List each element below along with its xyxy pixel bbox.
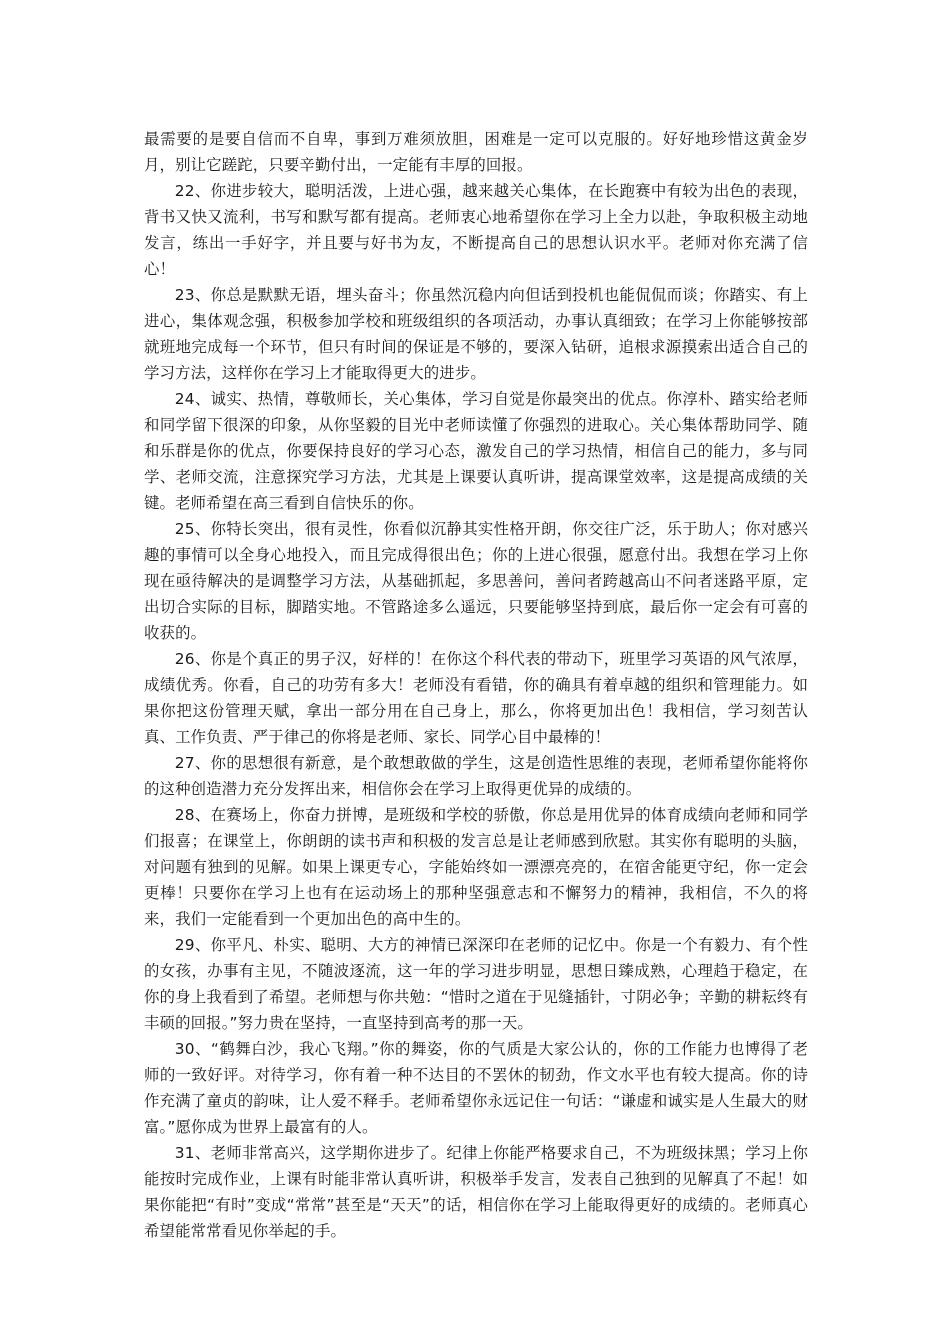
paragraph-28: 28、在赛场上，你奋力拼博，是班级和学校的骄傲，你总是用优异的体育成绩向老师和同学们报喜；在课堂上，你朗朗的读书声和积极的发言总是让老师感到欣慰。其实你有聪明的头脑，对问题有独到的见解。如果上课更专心，字能始终如一漂漂亮亮的，在宿舍能更守纪，你一定会更棒！只要你在学习上也有在运动场上的那种坚强意志和不懈努力的精神，我相信，不久的将来，我们一定能看到一个更加出色的高中生的。 [144, 806, 808, 928]
paragraph-30: 30、“鹤舞白沙，我心飞翔。”你的舞姿，你的气质是大家公认的，你的工作能力也博得了老师的一致好评。对待学习，你有着一种不达目的不罢休的韧劲，作文水平也有较大提高。你的诗作充满了童贞的韵味，让人爱不释手。老师希望你永远记住一句话：“谦虚和诚实是人生最大的财富。”愿你成为世界上最富有的人。 [144, 1040, 808, 1136]
paragraph-22: 22、你进步较大，聪明活泼，上进心强，越来越关心集体，在长跑赛中有较为出色的表现，背书又快又流利，书写和默写都有提高。老师衷心地希望你在学习上全力以赴，争取积极主动地发言，练出一手好字，并且要与好书为友，不断提高自己的思想认识水平。老师对你充满了信心！ [144, 182, 808, 278]
document-body [144, 126, 808, 1244]
paragraph-26: 26、你是个真正的男子汉，好样的！在你这个科代表的带动下，班里学习英语的风气浓厚，成绩优秀。你看，自己的功劳有多大！老师没有看错，你的确具有着卓越的组织和管理能力。如果你把这份管理天赋，拿出一部分用在自己身上，那么，你将更加出色！我相信，学习刻苦认真、工作负责、严于律己的你将是老师、家长、同学心目中最棒的！ [144, 650, 808, 746]
paragraph-continued: 最需要的是要自信而不自卑，事到万难须放胆，困难是一定可以克服的。好好地珍惜这黄金岁月，别让它蹉跎，只要辛勤付出，一定能有丰厚的回报。 [144, 130, 808, 174]
paragraph-27: 27、你的思想很有新意，是个敢想敢做的学生，这是创造性思维的表现，老师希望你能将你的这种创造潜力充分发挥出来，相信你会在学习上取得更优异的成绩的。 [144, 754, 808, 798]
paragraph-24: 24、诚实、热情，尊敬师长，关心集体，学习自觉是你最突出的优点。你淳朴、踏实给老师和同学留下很深的印象，从你坚毅的目光中老师读懂了你强烈的进取心。关心集体帮助同学、随和乐群是你的优点，你要保持良好的学习心态，激发自己的学习热情，相信自己的能力，多与同学、老师交流，注意探究学习方法，尤其是上课要认真听讲，提高课堂效率，这是提高成绩的关键。老师希望在高三看到自信快乐的你。 [144, 390, 808, 512]
paragraph-31: 31、老师非常高兴，这学期你进步了。纪律上你能严格要求自己，不为班级抹黑；学习上你能按时完成作业，上课有时能非常认真听讲，积极举手发言，发表自己独到的见解真了不起！如果你能把“有时”变成“常常”甚至是“天天”的话，相信你在学习上能取得更好的成绩的。老师真心希望能常常看见你举起的手。 [144, 1144, 808, 1240]
paragraph-23: 23、你总是默默无语，埋头奋斗；你虽然沉稳内向但话到投机也能侃侃而谈；你踏实、有上进心，集体观念强，积极参加学校和班级组织的各项活动，办事认真细致；在学习上你能够按部就班地完成每一个环节，但只有时间的保证是不够的，要深入钻研，追根求源摸索出适合自己的学习方法，这样你在学习上才能取得更大的进步。 [144, 286, 808, 382]
paragraph-25: 25、你特长突出，很有灵性，你看似沉静其实性格开朗，你交往广泛，乐于助人；你对感兴趣的事情可以全身心地投入，而且完成得很出色；你的上进心很强，愿意付出。我想在学习上你现在亟待解决的是调整学习方法，从基础抓起，多思善问，善问者跨越高山不问者迷路平原，定出切合实际的目标，脚踏实地。不管路途多么遥远，只要能够坚持到底，最后你一定会有可喜的收获的。 [144, 520, 808, 642]
paragraph-29: 29、你平凡、朴实、聪明、大方的神情已深深印在老师的记忆中。你是一个有毅力、有个性的女孩，办事有主见，不随波逐流，这一年的学习进步明显，思想日臻成熟，心理趋于稳定，在你的身上我看到了希望。老师想与你共勉：“惜时之道在于见缝插针，寸阴必争；辛勤的耕耘终有丰硕的回报。”努力贵在坚持，一直坚持到高考的那一天。 [144, 936, 808, 1032]
